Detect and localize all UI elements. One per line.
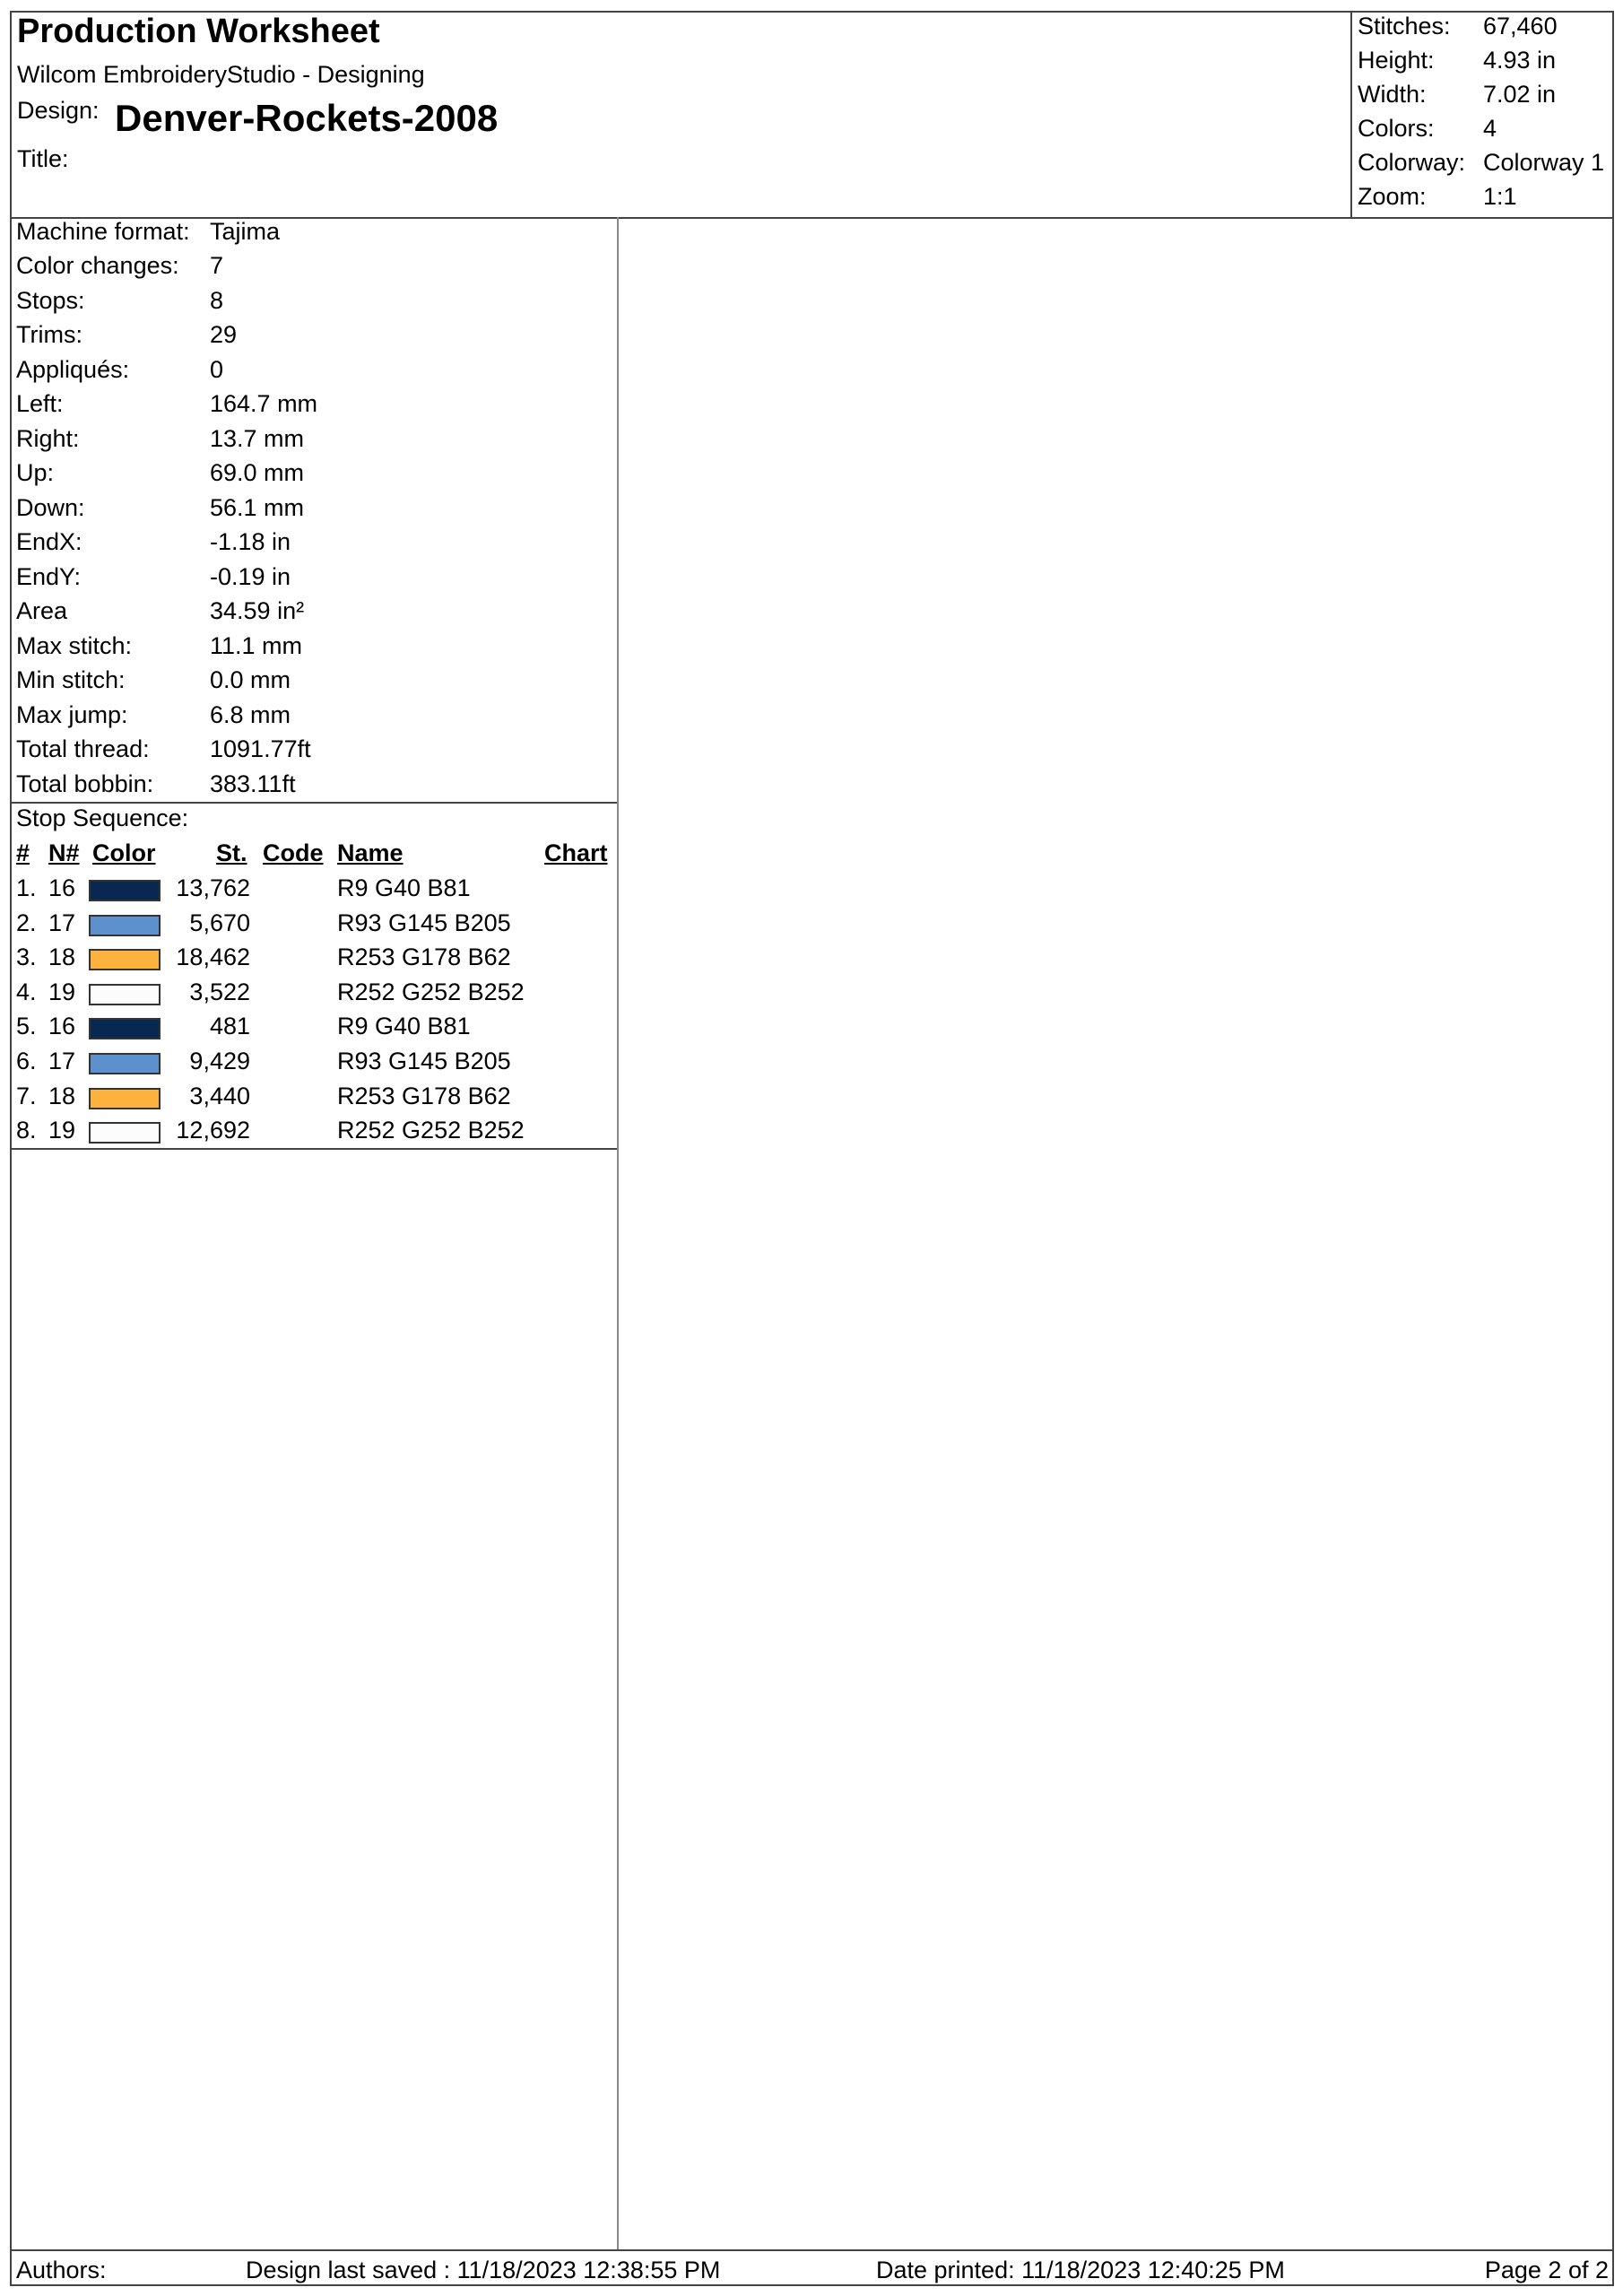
stop-row	[10, 1013, 617, 1047]
thread-name: R93 G145 B205	[337, 1048, 511, 1074]
col-header-needle: N#	[48, 839, 80, 866]
needle-number: 16	[48, 1013, 76, 1040]
color-swatch	[89, 915, 161, 936]
stitch-count: 9,429	[189, 1048, 250, 1074]
stat-label: Min stitch:	[16, 666, 126, 693]
stat-label: Area	[16, 597, 68, 624]
stat-label: Machine format:	[16, 218, 190, 245]
stat-label: Trims:	[16, 321, 82, 348]
color-swatch	[89, 1053, 161, 1074]
stat-value: -0.19 in	[210, 563, 291, 590]
needle-number: 19	[48, 978, 76, 1005]
col-header-code: Code	[263, 839, 324, 866]
col-header-name: Name	[337, 839, 404, 866]
section-divider	[10, 802, 617, 804]
worksheet-header	[10, 11, 1614, 219]
stat-value: 6.8 mm	[210, 701, 291, 728]
stat-label: Left:	[16, 390, 64, 417]
color-swatch	[89, 1018, 161, 1039]
thread-name: R253 G178 B62	[337, 1082, 511, 1109]
stat-value: 1091.77ft	[210, 735, 311, 762]
stitch-count: 5,670	[189, 909, 250, 936]
stitch-count: 18,462	[176, 944, 250, 971]
stop-number: 4.	[16, 978, 37, 1005]
needle-number: 16	[48, 874, 76, 901]
title-label: Title:	[17, 145, 69, 172]
stop-row	[10, 978, 617, 1013]
summary-panel	[1350, 11, 1612, 217]
stat-label: EndX:	[16, 528, 82, 555]
stop-number: 6.	[16, 1048, 37, 1074]
color-swatch	[89, 880, 161, 901]
summary-label: Stitches:	[1358, 13, 1451, 39]
details-column	[10, 217, 619, 2249]
summary-label: Zoom:	[1358, 183, 1427, 210]
thread-name: R252 G252 B252	[337, 978, 525, 1005]
stop-number: 7.	[16, 1082, 37, 1109]
stop-row	[10, 1083, 617, 1117]
footer-authors: Authors:	[16, 2257, 107, 2283]
stat-value: 34.59 in²	[210, 597, 305, 624]
stat-value: 0.0 mm	[210, 666, 291, 693]
stat-label: Down:	[16, 494, 85, 521]
stop-row	[10, 944, 617, 978]
footer	[10, 2249, 1614, 2286]
stop-row	[10, 1117, 617, 1151]
needle-number: 18	[48, 944, 76, 971]
stop-number: 5.	[16, 1013, 37, 1040]
col-header-chart: Chart	[544, 839, 608, 866]
stat-label: Appliqués:	[16, 356, 130, 383]
stop-row	[10, 909, 617, 944]
thread-name: R253 G178 B62	[337, 944, 511, 971]
thread-name: R252 G252 B252	[337, 1117, 525, 1144]
summary-value: 4	[1483, 115, 1497, 142]
summary-value: 67,460	[1483, 13, 1558, 39]
stop-number: 1.	[16, 874, 37, 901]
stop-row	[10, 874, 617, 909]
summary-label: Height:	[1358, 47, 1435, 74]
design-name: Denver-Rockets-2008	[115, 97, 499, 139]
stat-label: Max jump:	[16, 701, 128, 728]
col-header-stitches: St.	[216, 839, 247, 866]
header-info	[10, 11, 1350, 217]
color-swatch	[89, 949, 161, 970]
stat-value: 164.7 mm	[210, 390, 318, 417]
col-header-color: Color	[92, 839, 156, 866]
stat-value: 8	[210, 287, 224, 314]
design-label: Design:	[17, 97, 100, 124]
thread-name: R93 G145 B205	[337, 909, 511, 936]
stat-value: 29	[210, 321, 238, 348]
summary-value: 1:1	[1483, 183, 1517, 210]
stop-number: 8.	[16, 1117, 37, 1144]
stat-value: 0	[210, 356, 224, 383]
needle-number: 17	[48, 1048, 76, 1074]
color-swatch	[89, 1122, 161, 1144]
stat-label: Up:	[16, 459, 55, 486]
stat-value: -1.18 in	[210, 528, 291, 555]
footer-date-printed: Date printed: 11/18/2023 12:40:25 PM	[876, 2257, 1285, 2283]
stop-number: 3.	[16, 944, 37, 971]
stitch-count: 481	[209, 1013, 250, 1040]
color-swatch	[89, 1088, 161, 1109]
stop-row	[10, 1048, 617, 1082]
stitch-count: 13,762	[176, 874, 250, 901]
stat-value: 7	[210, 252, 224, 279]
stat-label: Total thread:	[16, 735, 150, 762]
stop-sequence-title: Stop Sequence:	[16, 804, 189, 831]
needle-number: 17	[48, 909, 76, 936]
software-subtitle: Wilcom EmbroideryStudio - Designing	[17, 61, 425, 88]
stat-label: Stops:	[16, 287, 85, 314]
stat-label: Total bobbin:	[16, 770, 154, 797]
footer-last-saved: Design last saved : 11/18/2023 12:38:55 PM	[246, 2257, 721, 2283]
footer-page-number: Page 2 of 2	[1484, 2257, 1609, 2283]
stat-label: Right:	[16, 425, 80, 452]
needle-number: 18	[48, 1082, 76, 1109]
stop-number: 2.	[16, 909, 37, 936]
thread-name: R9 G40 B81	[337, 874, 471, 901]
stat-value: Tajima	[210, 218, 281, 245]
stat-value: 69.0 mm	[210, 459, 305, 486]
summary-label: Colorway:	[1358, 149, 1466, 176]
col-header-num: #	[16, 839, 30, 866]
summary-value: 7.02 in	[1483, 81, 1557, 108]
stat-value: 11.1 mm	[210, 632, 303, 659]
stat-value: 13.7 mm	[210, 425, 305, 452]
stat-label: Max stitch:	[16, 632, 133, 659]
summary-label: Colors:	[1358, 115, 1435, 142]
stat-value: 383.11ft	[210, 770, 296, 797]
stitch-count: 3,522	[189, 978, 250, 1005]
page-title: Production Worksheet	[17, 13, 380, 50]
thread-name: R9 G40 B81	[337, 1013, 471, 1040]
stat-value: 56.1 mm	[210, 494, 305, 521]
section-divider	[10, 1148, 617, 1150]
color-swatch	[89, 984, 161, 1005]
stat-label: EndY:	[16, 563, 82, 590]
stat-label: Color changes:	[16, 252, 179, 279]
needle-number: 19	[48, 1117, 76, 1144]
summary-value: 4.93 in	[1483, 47, 1557, 74]
stitch-count: 3,440	[189, 1082, 250, 1109]
summary-value: Colorway 1	[1483, 149, 1605, 176]
stitch-count: 12,692	[176, 1117, 250, 1144]
summary-label: Width:	[1358, 81, 1427, 108]
